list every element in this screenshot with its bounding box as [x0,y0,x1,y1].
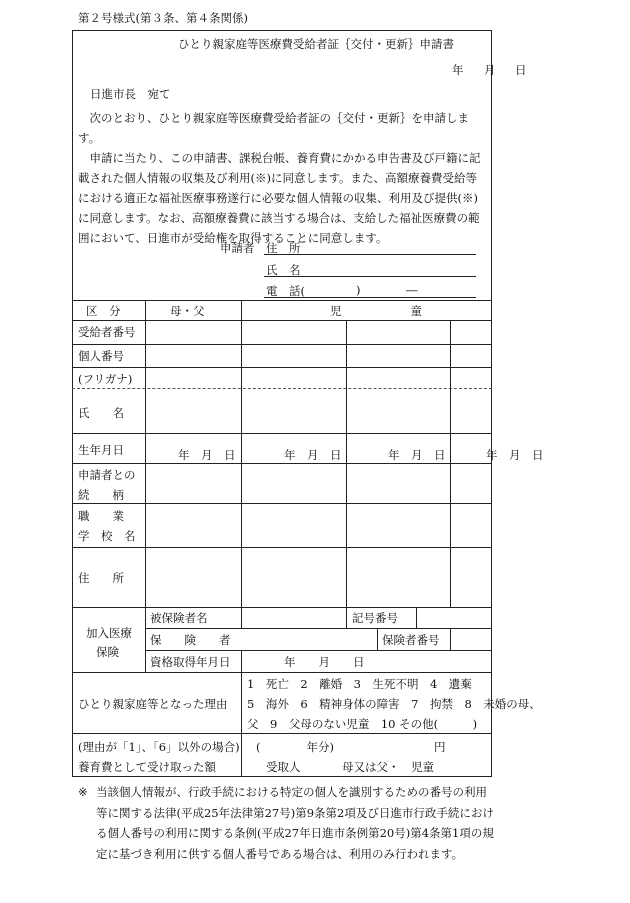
insurance-label-1: 加入医療 [86,626,132,640]
row-line [72,733,492,734]
row-line [72,320,492,321]
reason-options-line-2: 5 海外 6 精神身体の障害 7 拘禁 8 未婚の母、 [247,697,541,711]
phone-close-paren: ) [356,283,361,297]
support-receiver-options: 母又は父・ 児童 [342,760,434,774]
insurer-number-label: 保険者番号 [382,633,440,647]
acquired-date-value: 年 月 日 [284,655,365,669]
row-label-relation-2: 続 柄 [78,488,124,502]
row-line [72,672,492,673]
birthdate-parent: 年 月 日 [178,448,236,462]
table-top-line [72,300,492,301]
birthdate-child-1: 年 月 日 [284,448,342,462]
birthdate-child-2: 年 月 日 [388,448,446,462]
header-category: 区 分 [86,304,121,318]
row-label-occupation: 職 業 [78,509,124,523]
support-label-2: 養育費として受け取った額 [78,760,216,774]
row-label-name: 氏 名 [78,406,124,420]
support-receiver-label: 受取人 [266,760,301,774]
applicant-label: 申請者 [220,241,255,255]
reason-options-line-1: 1 死亡 2 離婚 3 生死不明 4 遺棄 [247,677,472,691]
support-year: ( 年分) [256,740,334,754]
furigana-dashed-line [72,388,492,389]
address-underline [264,254,476,255]
col-line [346,320,347,607]
row-label-furigana: (フリガナ) [78,372,133,386]
reason-options-line-3: 父 9 父母のない児童 10 その他( ) [247,717,478,731]
form-number: 第２号様式(第３条、第４条関係) [78,11,248,25]
body-paragraph-1: 次のとおり、ひとり親家庭等医療費受給者証の｛交付・更新｝を申請します。 [78,111,469,145]
col-line [145,300,146,672]
row-line [72,463,492,464]
footnote-mark: ※ [78,785,88,799]
col-line [450,628,451,650]
footnote-text: 当該個人情報が、行政手続における特定の個人を識別するための番号の利用等に関する法律(平成25年法律第27号)第9条第2項及び日進市行政手続における個人番号の利用に関する条例(平成27年日進市条例第20号)第4条第1項の規定に基づき利用に供する個人番号である場合は、利用のみ行われます。 [96,785,494,861]
phone-underline [264,297,476,298]
applicant-phone-label: 電 話( [266,284,305,298]
col-line [416,607,417,628]
date-year: 年 [452,63,464,77]
row-line [72,344,492,345]
support-yen: 円 [434,740,446,754]
applicant-address-label: 住 所 [266,241,301,255]
acquired-date-label: 資格取得年月日 [150,655,231,669]
insured-name-label: 被保険者名 [150,611,208,625]
col-line [241,650,242,672]
row-label-recipient-number: 受給者番号 [78,325,136,339]
row-line [72,547,492,548]
row-label-address: 住 所 [78,571,124,585]
date-day: 日 [515,63,527,77]
header-parent: 母・父 [170,304,205,318]
row-line [145,628,492,629]
row-label-birthdate: 生年月日 [78,443,124,457]
row-line [72,503,492,504]
reason-label: ひとり親家庭等となった理由 [78,697,228,711]
col-line [450,320,451,607]
row-line [145,650,492,651]
col-line [377,628,378,650]
symbol-number-label: 記号番号 [352,611,398,625]
row-line [72,607,492,608]
col-line [346,607,347,628]
col-line [241,672,242,733]
name-underline [264,276,476,277]
row-label-relation-1: 申請者との [78,468,136,482]
form-title: ひとり親家庭等医療費受給者証｛交付・更新｝申請書 [178,37,454,51]
col-line [241,733,242,777]
insurer-label: 保 険 者 [150,633,231,647]
row-line [72,433,492,434]
date-month: 月 [484,63,496,77]
phone-dash: ― [406,283,418,297]
row-line [72,367,492,368]
support-label-1: (理由が「1」、「6」以外の場合) [78,740,240,754]
body-paragraph-2: 申請に当たり、この申請書、課税台帳、養育費にかかる申告書及び戸籍に記載された個人情報の収集及び利用(※)に同意します。また、高額療養費受給等における適正な福祉医療事務遂行に必要な個人情報の収集、利用及び提供(※)に同意します。なお、高額療養費に該当する場合は、支給した福祉医療費の範囲において、日進市が受給権を取得することに同意します。 [78,151,481,245]
applicant-name-label: 氏 名 [266,263,301,277]
birthdate-child-3: 年 月 日 [486,448,544,462]
col-line [241,300,242,628]
consent-text [78,108,486,248]
row-label-school: 学 校 名 [78,529,136,543]
addressee: 日進市長 宛て [90,87,171,101]
header-child: 児 童 [330,304,422,318]
insurance-label-2: 保険 [96,645,119,659]
row-label-personal-number: 個人番号 [78,349,124,363]
